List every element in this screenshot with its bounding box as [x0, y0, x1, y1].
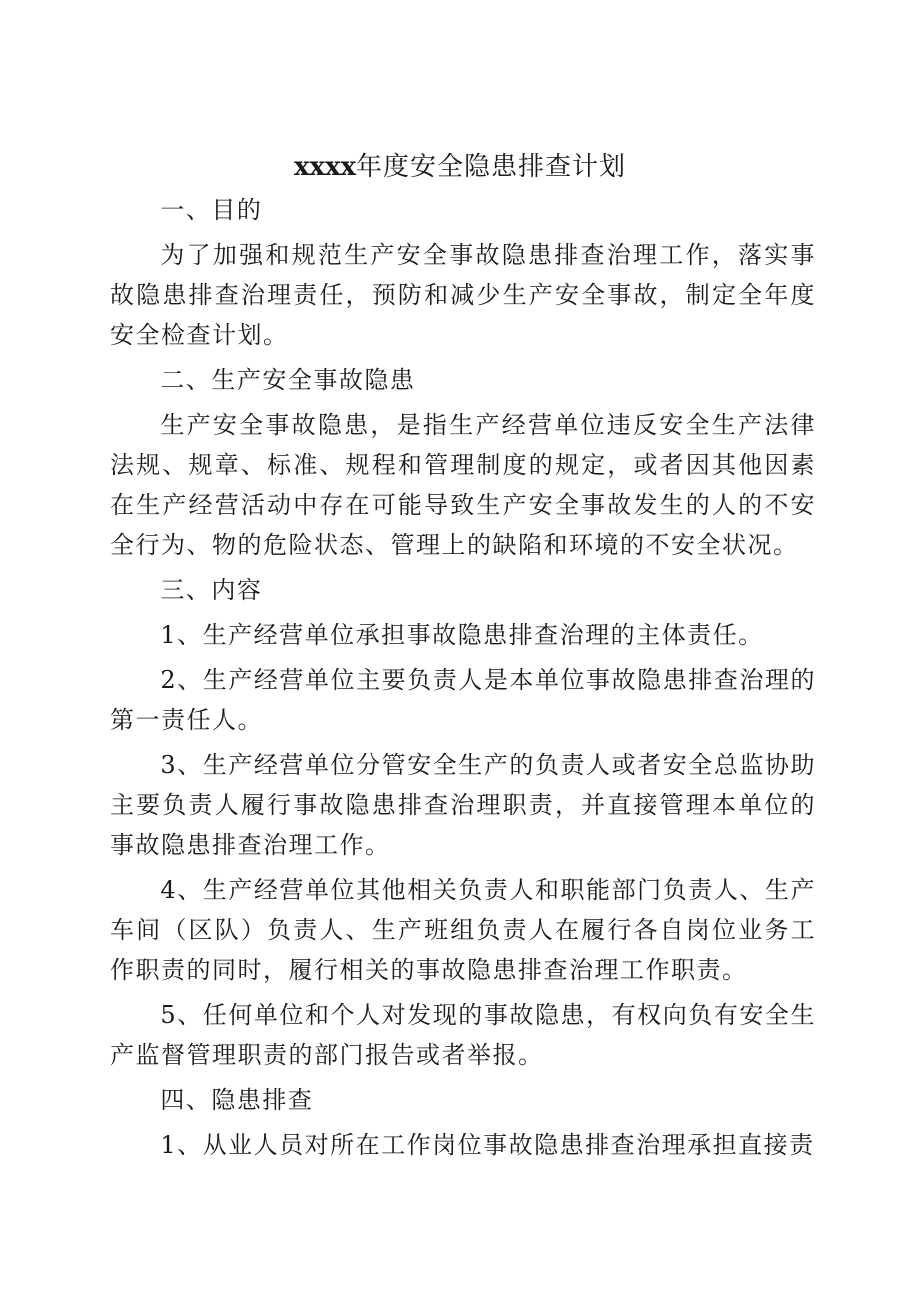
- title-main: 年度安全隐患排查计划: [356, 152, 627, 182]
- document-title: [0, 147, 920, 187]
- paragraph-content-2: 2、生产经营单位主要负责人是本单位事故隐患排查治理的第一责任人。: [110, 666, 816, 734]
- paragraph-content-3: 3、生产经营单位分管安全生产的负责人或者安全总监协助主要负责人履行事故隐患排查治理职责，并直接管理本单位的事故隐患排查治理工作。: [110, 751, 816, 859]
- paragraph-content-4: 4、生产经营单位其他相关负责人和职能部门负责人、生产车间（区队）负责人、生产班组负责人在履行各自岗位业务工作职责的同时，履行相关的事故隐患排查治理工作职责。: [110, 876, 816, 984]
- title-prefix: xxxx: [293, 152, 356, 182]
- section-heading-inspection: 四、隐患排查: [160, 1086, 314, 1114]
- paragraph-purpose: 为了加强和规范生产安全事故隐患排查治理工作，落实事故隐患排查治理责任，预防和减少生产安全事故，制定全年度安全检查计划。: [110, 241, 816, 349]
- paragraph-content-5: 5、任何单位和个人对发现的事故隐患，有权向负有安全生产监督管理职责的部门报告或者举报。: [110, 1001, 816, 1069]
- section-heading-content: 三、内容: [160, 576, 263, 604]
- section-heading-purpose: 一、目的: [160, 196, 263, 224]
- section-heading-hazard: 二、生产安全事故隐患: [160, 366, 416, 394]
- document-body: [110, 190, 816, 1170]
- paragraph-inspection-1: 1、从业人员对所在工作岗位事故隐患排查治理承担直接责: [160, 1131, 815, 1159]
- paragraph-content-1: 1、生产经营单位承担事故隐患排查治理的主体责任。: [160, 621, 764, 649]
- paragraph-hazard-definition: 生产安全事故隐患，是指生产经营单位违反安全生产法律法规、规章、标准、规程和管理制度的规定，或者因其他因素在生产经营活动中存在可能导致生产安全事故发生的人的不安全行为、物的危险状态、管理上的缺陷和环境的不安全状况。: [110, 411, 816, 559]
